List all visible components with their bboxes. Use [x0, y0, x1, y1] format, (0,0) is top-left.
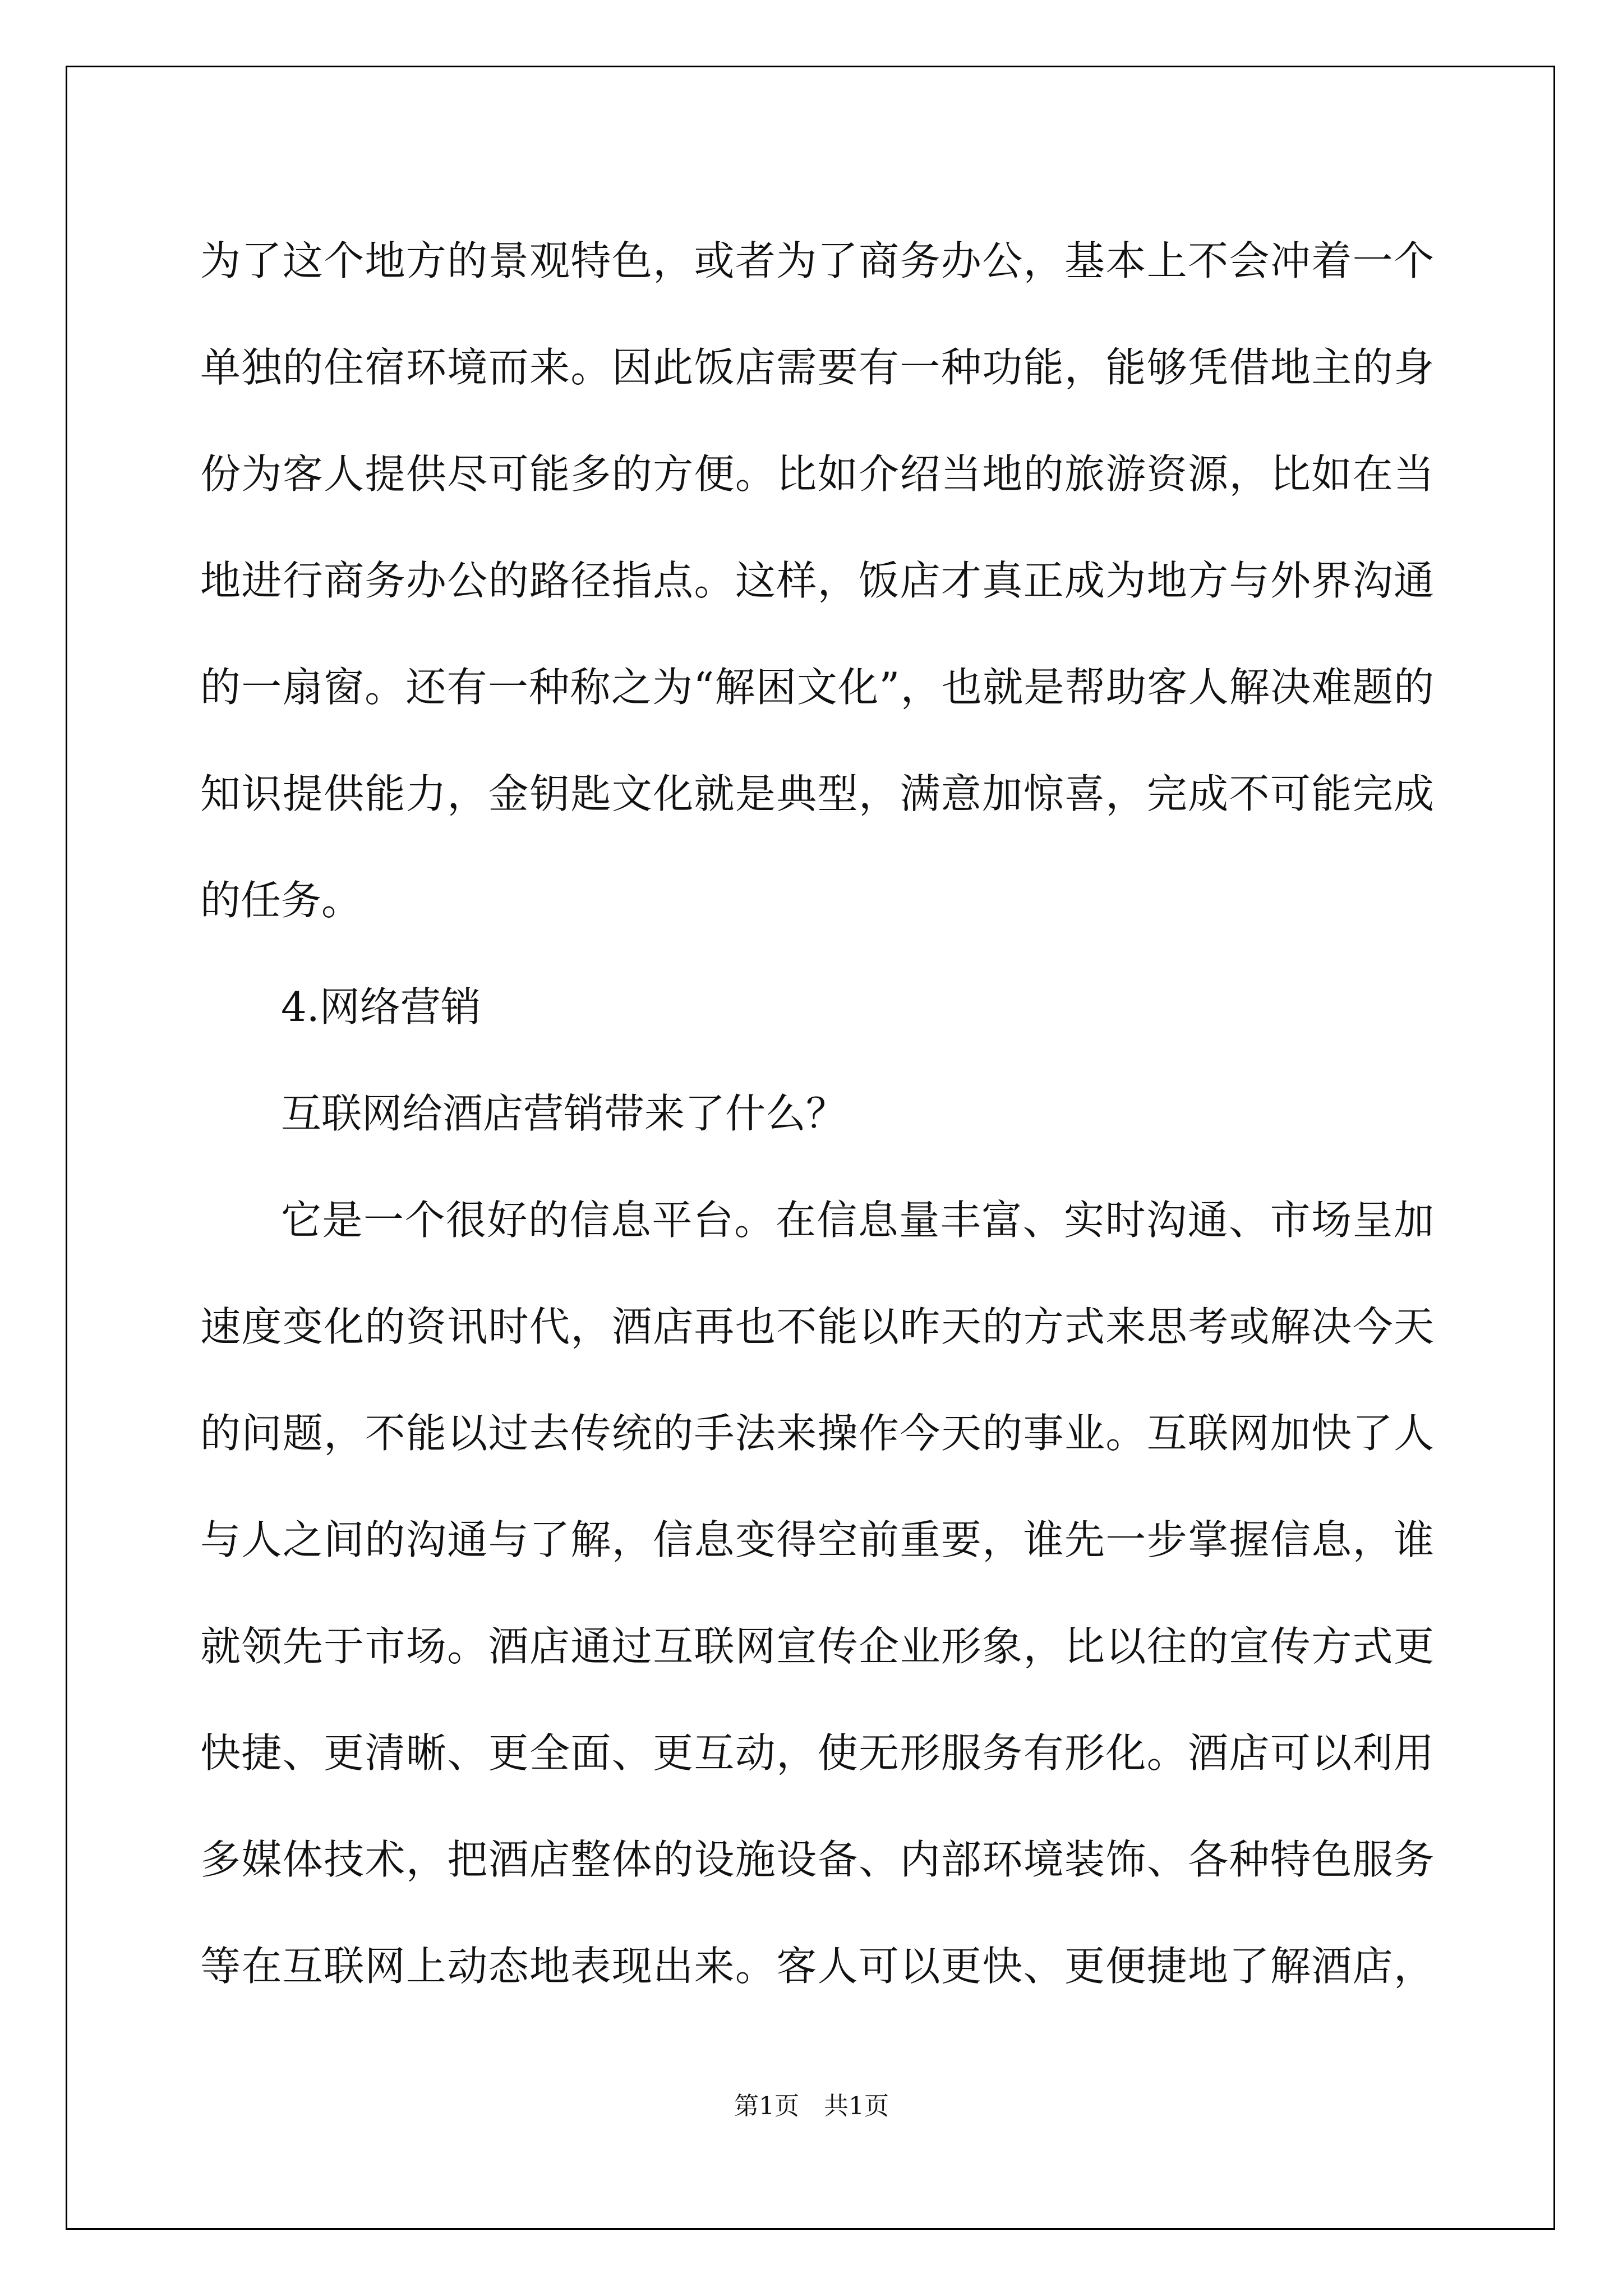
text-line: 就领先于市场。酒店通过互联网宣传企业形象，比以往的宣传方式更	[200, 1623, 1434, 1670]
text-line: 多媒体技术，把酒店整体的设施设备、内部环境装饰、各种特色服务	[200, 1836, 1434, 1883]
section-heading: 4.网络营销	[281, 983, 481, 1030]
text-line: 它是一个很好的信息平台。在信息量丰富、实时沟通、市场呈加	[281, 1197, 1434, 1244]
text-line: 的问题，不能以过去传统的手法来操作今天的事业。互联网加快了人	[200, 1410, 1434, 1457]
text-line: 的一扇窗。还有一种称之为“解困文化”，也就是帮助客人解决难题的	[200, 664, 1434, 711]
text-line: 等在互联网上动态地表现出来。客人可以更快、更便捷地了解酒店，	[200, 1943, 1434, 1990]
text-line: 份为客人提供尽可能多的方便。比如介绍当地的旅游资源，比如在当	[200, 450, 1434, 498]
text-line: 地进行商务办公的路径指点。这样，饭店才真正成为地方与外界沟通	[200, 557, 1434, 604]
text-line: 单独的住宿环境而来。因此饭店需要有一种功能，能够凭借地主的身	[200, 344, 1434, 391]
text-line: 快捷、更清晰、更全面、更互动，使无形服务有形化。酒店可以利用	[200, 1729, 1434, 1777]
text-line: 为了这个地方的景观特色，或者为了商务办公，基本上不会冲着一个	[200, 237, 1434, 284]
question-line: 互联网给酒店营销带来了什么？	[281, 1090, 847, 1137]
text-line: 知识提供能力，金钥匙文化就是典型，满意加惊喜，完成不可能完成	[200, 770, 1434, 817]
text-line: 与人之间的沟通与了解，信息变得空前重要，谁先一步掌握信息，谁	[200, 1516, 1434, 1563]
text-line: 速度变化的资讯时代，酒店再也不能以昨天的方式来思考或解决今天	[200, 1303, 1434, 1350]
page-footer: 第1页 共1页	[734, 2092, 889, 2120]
text-line: 的任务。	[200, 877, 362, 924]
document-body	[200, 208, 1434, 2019]
